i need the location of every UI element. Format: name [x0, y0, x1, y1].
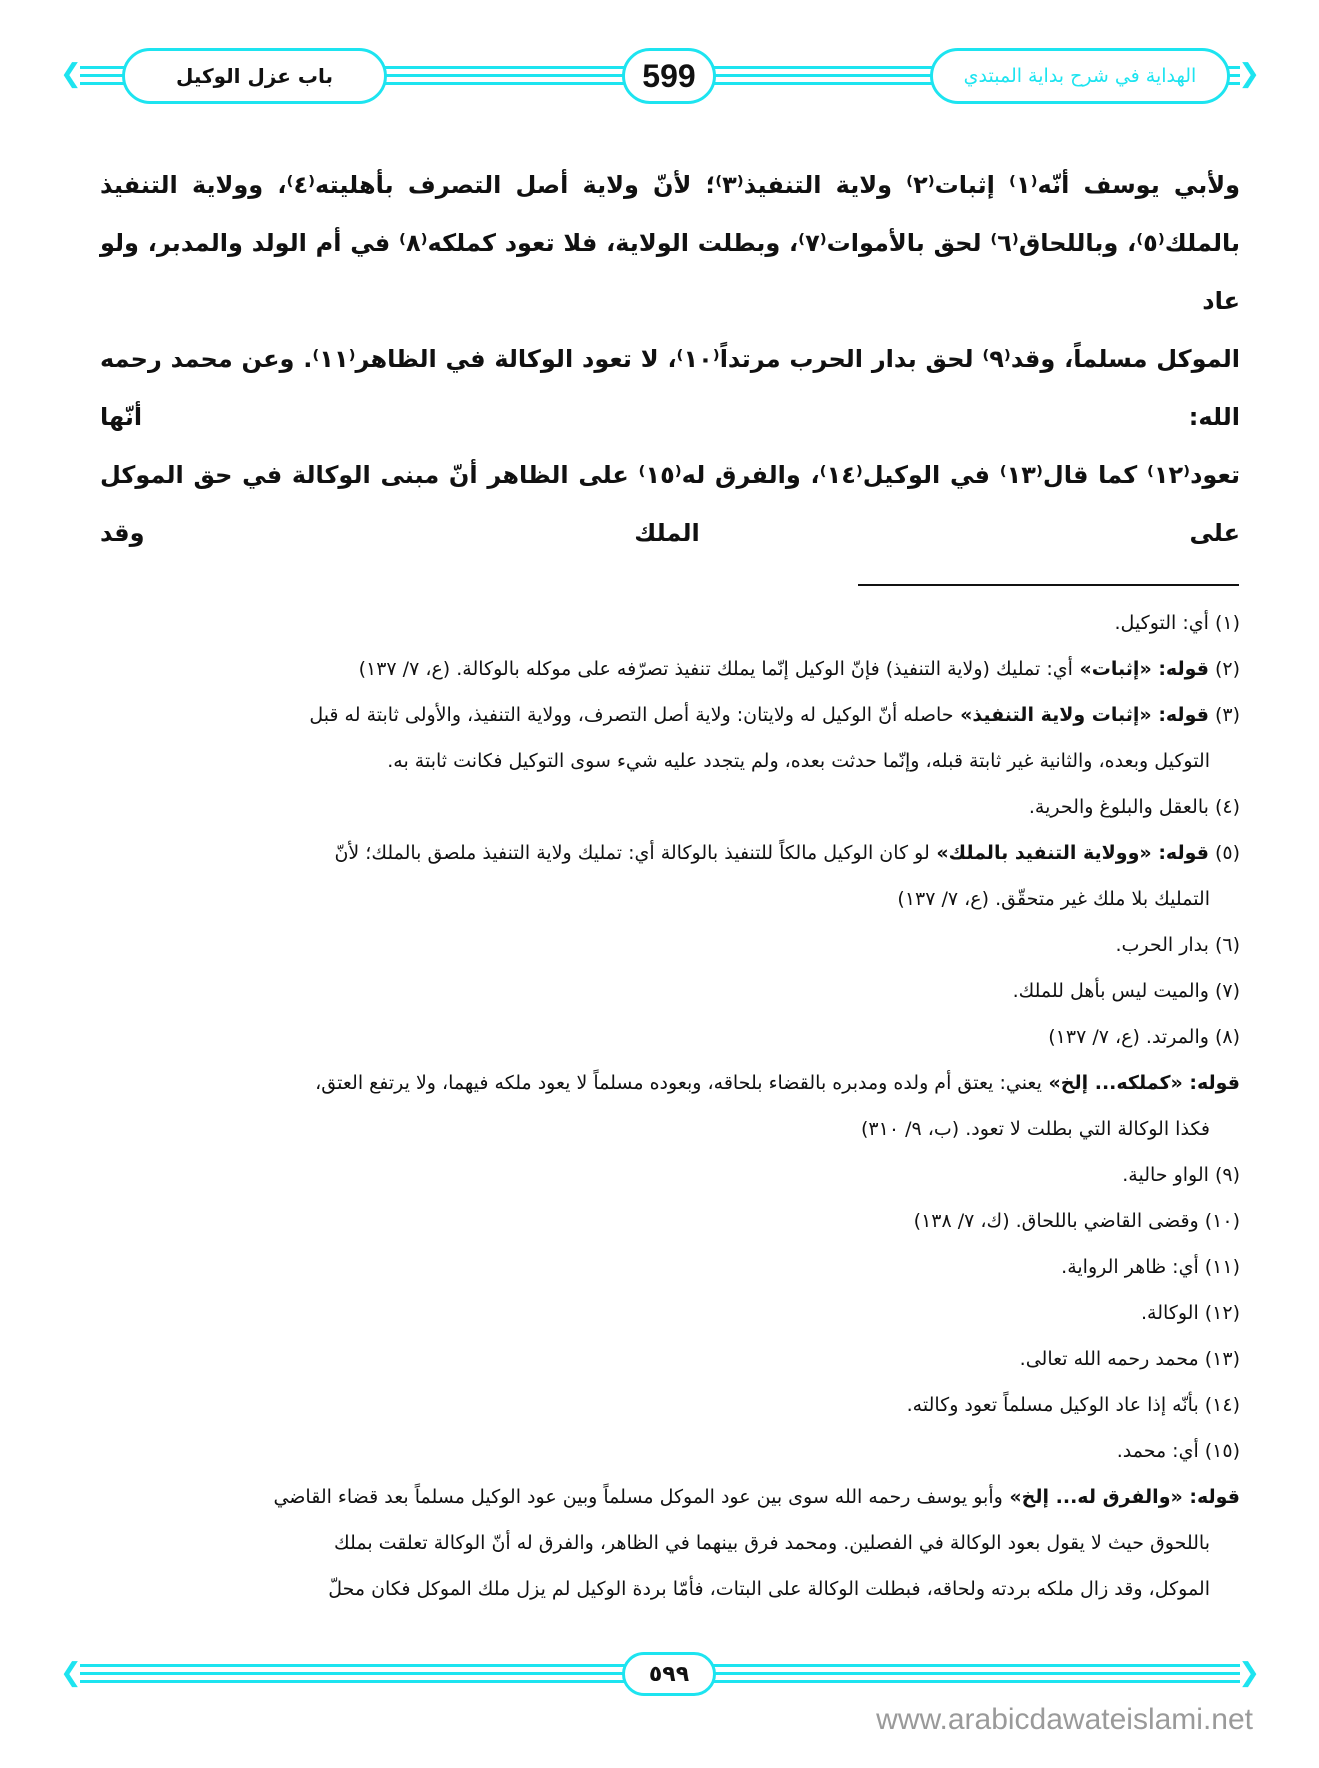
page-header — [60, 48, 1260, 106]
footnote — [100, 784, 1240, 830]
footnote-divider — [858, 584, 1239, 586]
footnote-number: (١) — [1214, 612, 1240, 634]
footnote — [100, 1336, 1240, 1382]
footnote — [100, 1474, 1240, 1566]
book-title-logo: الهداية في شرح بداية المبتدي — [930, 48, 1230, 104]
footnote-number: (٩) — [1214, 1164, 1240, 1186]
footnote-number: (١٣) — [1204, 1348, 1240, 1370]
footnote-text: أي: محمد. — [1116, 1440, 1199, 1462]
footnote-text: والمرتد. (ع، ٧/ ١٣٧) — [1048, 1026, 1209, 1048]
main-line: ولأبي يوسف أنّه⁽١⁾ إثبات⁽٢⁾ ولاية التنفيذ⁽٣⁾؛ لأنّ ولاية أصل التصرف بأهليته⁽٤⁾، وولاية التنفيذ — [100, 171, 1241, 199]
page-number: 599 — [622, 48, 716, 104]
ornament-icon: ❯ — [1238, 59, 1260, 89]
footnote-text: بالعقل والبلوغ والحرية. — [1028, 796, 1209, 818]
footnote-continuation: فكذا الوكالة التي بطلت لا تعود. (ب، ٩/ ٣١٠) — [860, 1118, 1210, 1140]
footnote-number: (٧) — [1214, 980, 1240, 1002]
footnote — [100, 1152, 1240, 1198]
ornament-icon: ❯ — [1238, 1658, 1260, 1688]
footnote — [100, 1428, 1240, 1474]
footnote-continuation: الموكل، وقد زال ملكه بردته ولحاقه، فبطلت الوكالة على البتات، فأمّا بردة الوكيل لم يزل ملك الموكل فكان محلّ — [328, 1578, 1210, 1600]
ornament-icon: ❮ — [60, 59, 82, 89]
website-url[interactable]: www.arabicdawateislami.net — [876, 1703, 1253, 1736]
footnote-text: بأنّه إذا عاد الوكيل مسلماً تعود وكالته. — [906, 1394, 1199, 1416]
main-text — [100, 156, 1240, 562]
main-line: بالملك⁽٥⁾، وباللحاق⁽٦⁾ لحق بالأموات⁽٧⁾، وبطلت الولاية، فلا تعود كملكه⁽٨⁾ في أم الولد والمدبر، ولو عاد — [100, 229, 1240, 315]
footnote-text: حاصله أنّ الوكيل له ولايتان: ولاية أصل التصرف، وولاية التنفيذ، والأولى ثابتة له قبل — [309, 704, 954, 726]
footnote-number: (٣) — [1214, 704, 1240, 726]
footnotes — [100, 600, 1240, 1612]
footnote — [100, 1198, 1240, 1244]
footnote — [100, 1014, 1240, 1060]
footnote-text: أي: تمليك (ولاية التنفيذ) فإنّ الوكيل إنّما يملك تنفيذ تصرّفه على موكله بالوكالة. (ع، ٧/ ١٣٧) — [358, 658, 1073, 680]
page-footer — [60, 1652, 1260, 1696]
footnote — [100, 600, 1240, 646]
footnote-lead: قوله: «إثبات» — [1072, 658, 1209, 680]
footnote-number: (١٤) — [1204, 1394, 1240, 1416]
footnote-number: (٦) — [1214, 934, 1240, 956]
footnote-lead: قوله: «والفرق له... إلخ» — [1002, 1486, 1240, 1508]
footer-page-number: ٥٩٩ — [622, 1652, 716, 1696]
footnote-continuation: التوكيل وبعده، والثانية غير ثابتة قبله، وإنّما حدثت بعده، ولم يتجدد عليه شيء سوى التوكيل فكانت ثابتة به. — [387, 750, 1210, 772]
footnote-number: (٤) — [1214, 796, 1240, 818]
footnote-text: لو كان الوكيل مالكاً للتنفيذ بالوكالة أي: تمليك ولاية التنفيذ ملصق بالملك؛ لأنّ — [334, 842, 930, 864]
footnote-continuation: التمليك بلا ملك غير متحقّق. (ع، ٧/ ١٣٧) — [897, 888, 1210, 910]
footnote-number: (١١) — [1204, 1256, 1240, 1278]
footnote — [100, 1244, 1240, 1290]
chapter-title: باب عزل الوكيل — [122, 48, 387, 104]
footnote-text: أي: ظاهر الرواية. — [1061, 1256, 1199, 1278]
footnote-number: (٢) — [1214, 658, 1240, 680]
footnote-text: الوكالة. — [1141, 1302, 1199, 1324]
footnote — [100, 1060, 1240, 1152]
footnote-text: والميت ليس بأهل للملك. — [1012, 980, 1209, 1002]
main-line: الموكل مسلماً، وقد⁽٩⁾ لحق بدار الحرب مرتداً⁽١٠⁾، لا تعود الوكالة في الظاهر⁽١١⁾. وعن محمد رحمه الله: أنّها — [100, 345, 1241, 431]
footnote — [100, 692, 1240, 784]
footnote-lead: قوله: «وولاية التنفيد بالملك» — [929, 842, 1209, 864]
footnote-text: بدار الحرب. — [1115, 934, 1209, 956]
footnote-text: وأبو يوسف رحمه الله سوى بين عود الموكل مسلماً وبين عود الوكيل مسلماً بعد قضاء القاضي — [273, 1486, 1003, 1508]
footnote-lead: قوله: «إثبات ولاية التنفيذ» — [953, 704, 1209, 726]
footnote-number: (٥) — [1214, 842, 1240, 864]
footnote — [100, 968, 1240, 1014]
main-line: تعود⁽١٢⁾ كما قال⁽١٣⁾ في الوكيل⁽١٤⁾، والفرق له⁽١٥⁾ على الظاهر أنّ مبنى الوكالة في حق الموكل على الملك وقد — [100, 461, 1241, 547]
footnote-continuation: باللحوق حيث لا يقول بعود الوكالة في الفصلين. ومحمد فرق بينهما في الظاهر، والفرق له أنّ الوكالة تعلقت بملك — [334, 1532, 1210, 1554]
footnote-text: يعني: يعتق أم ولده ومدبره بالقضاء بلحاقه، وبعوده مسلماً لا يعود ملكه فيهما، ولا يرتفع العتق، — [315, 1072, 1042, 1094]
footnote — [100, 1382, 1240, 1428]
footnote-text: محمد رحمه الله تعالى. — [1019, 1348, 1199, 1370]
footnote-text: الواو حالية. — [1122, 1164, 1209, 1186]
footnote — [100, 1566, 1240, 1612]
footnote-number: (٨) — [1214, 1026, 1240, 1048]
footnote-text: وقضى القاضي باللحاق. (ك، ٧/ ١٣٨) — [913, 1210, 1199, 1232]
footnote-text: أي: التوكيل. — [1114, 612, 1209, 634]
footnote — [100, 922, 1240, 968]
ornament-icon: ❮ — [60, 1658, 82, 1688]
footnote — [100, 646, 1240, 692]
footnote-number: (١٢) — [1204, 1302, 1240, 1324]
footnote — [100, 830, 1240, 922]
footnote-number: (١٠) — [1204, 1210, 1240, 1232]
footnote-number: (١٥) — [1204, 1440, 1240, 1462]
footnote-lead: قوله: «كملكه... إلخ» — [1041, 1072, 1240, 1094]
footnote — [100, 1290, 1240, 1336]
